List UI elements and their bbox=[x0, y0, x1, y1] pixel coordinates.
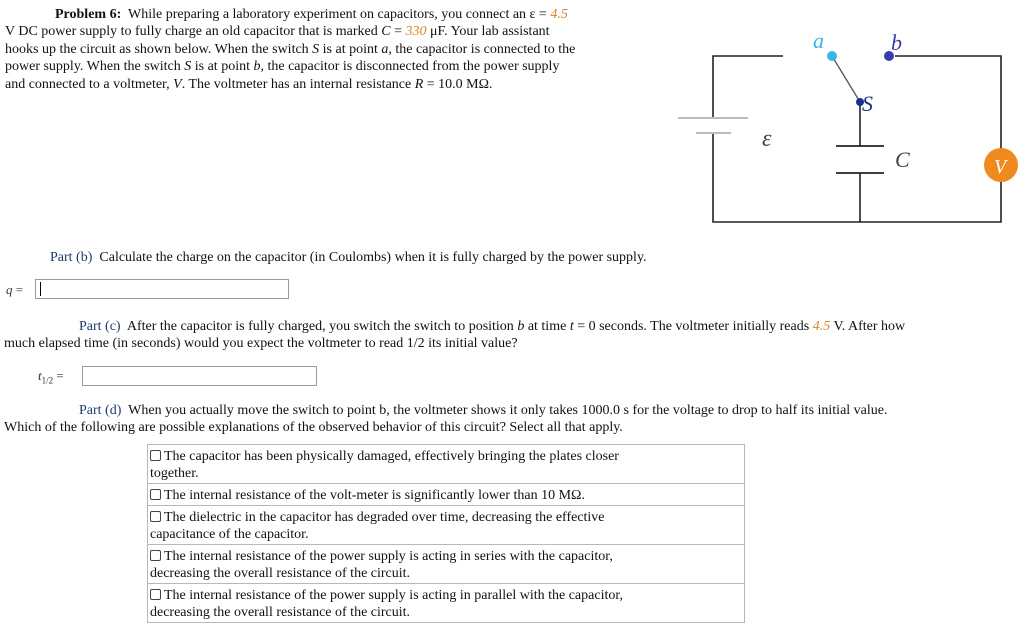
problem-line-3: hooks up the circuit as shown below. When the switch S is at point a, the capacitor is connected to the bbox=[5, 41, 576, 57]
text-caret bbox=[40, 282, 41, 296]
part-c-label: Part (c) bbox=[79, 319, 121, 334]
half-time-answer-input[interactable] bbox=[82, 366, 317, 386]
part-c-variable-label: $t_{1/2}$ = bbox=[38, 368, 64, 386]
option-row[interactable]: The internal resistance of the volt-meter is significantly lower than 10 MΩ. bbox=[148, 483, 744, 505]
problem-line-4: power supply. When the switch S is at point b, the capacitor is disconnected from the power supply bbox=[5, 59, 560, 75]
part-d-label: Part (d) bbox=[79, 403, 122, 418]
circuit-wires bbox=[713, 56, 1001, 222]
emf-value: 4.5 bbox=[550, 7, 568, 22]
part-b-question: Part (b) Calculate the charge on the capacitor (in Coulombs) when it is fully charged by the power supply. bbox=[50, 250, 647, 265]
label-switch-s: S bbox=[862, 91, 873, 116]
option-checkbox[interactable] bbox=[150, 589, 161, 600]
label-voltmeter: V bbox=[994, 156, 1007, 178]
label-point-b: b bbox=[891, 30, 902, 55]
problem-statement bbox=[5, 6, 670, 93]
circuit-diagram bbox=[670, 20, 1030, 235]
wire-left-top bbox=[713, 56, 783, 118]
label-capacitor: C bbox=[895, 147, 910, 172]
voltmeter-initial-value: 4.5 bbox=[812, 319, 831, 334]
part-c-question-line2: much elapsed time (in seconds) would you expect the voltmeter to read 1/2 its initial value? bbox=[4, 336, 518, 351]
option-checkbox[interactable] bbox=[150, 489, 161, 500]
problem-line-1: Problem 6: While preparing a laboratory experiment on capacitors, you connect an ε = 4.5 bbox=[55, 7, 568, 22]
part-d-question-line2: Which of the following are possible explanations of the observed behavior of this circuit? Select all that apply. bbox=[4, 420, 623, 435]
option-row[interactable]: The capacitor has been physically damaged, effectively bringing the plates closer together. bbox=[150, 449, 619, 481]
part-b-variable-label: q = bbox=[6, 282, 24, 297]
part-b-label: Part (b) bbox=[50, 250, 93, 265]
part-d-question-line1: Part (d) When you actually move the switch to point b, the voltmeter shows it only takes 1000.0 s for the voltage to drop to half its initial value. bbox=[79, 403, 888, 418]
charge-answer-input[interactable] bbox=[35, 279, 289, 299]
problem-label: Problem 6: bbox=[55, 7, 122, 22]
option-checkbox[interactable] bbox=[150, 511, 161, 522]
switch-point-a bbox=[827, 51, 837, 61]
part-d-options-list bbox=[147, 444, 745, 623]
label-point-a: a bbox=[813, 28, 824, 53]
label-emf: ε bbox=[762, 126, 772, 152]
capacitance-value: 330 bbox=[405, 24, 427, 40]
option-checkbox[interactable] bbox=[150, 450, 161, 461]
problem-line-2: V DC power supply to fully charge an old capacitor that is marked C = 330 μF. Your lab assistant bbox=[5, 24, 550, 40]
option-row[interactable]: The internal resistance of the power supply is acting in series with the capacitor, decreasing the overall resistance of the circuit. bbox=[148, 544, 744, 583]
wire-bottom-right bbox=[713, 56, 1001, 222]
option-row[interactable]: The internal resistance of the power supply is acting in parallel with the capacitor, decreasing the overall resistance of the circuit. bbox=[148, 583, 744, 622]
switch-arm bbox=[832, 56, 860, 102]
option-checkbox[interactable] bbox=[150, 550, 161, 561]
problem-line-5: and connected to a voltmeter, V. The voltmeter has an internal resistance R = 10.0 MΩ. bbox=[5, 76, 493, 92]
option-row[interactable]: The dielectric in the capacitor has degraded over time, decreasing the effective capacitance of the capacitor. bbox=[148, 505, 744, 544]
part-c-question-line1: Part (c) After the capacitor is fully charged, you switch the switch to position b at time t = 0 seconds. The voltmeter initially reads 4.5 V. After how bbox=[79, 319, 906, 334]
